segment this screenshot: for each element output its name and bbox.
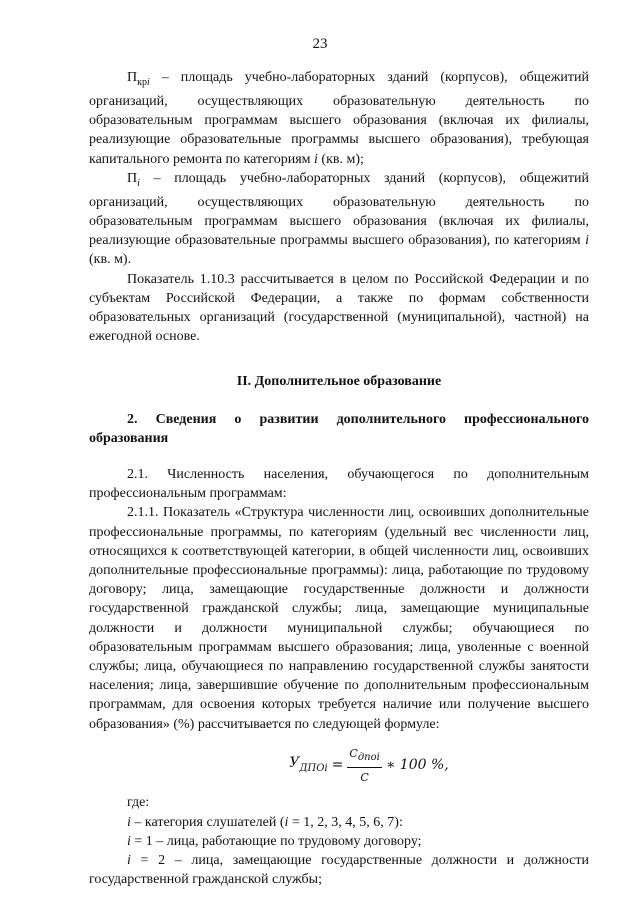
definition-i-1: i = 1 – лица, работающие по трудовому договору;	[127, 833, 422, 849]
pkr-unit: (кв. м);	[321, 151, 364, 167]
paragraph-pkr	[89, 68, 589, 169]
page-number: 23	[312, 36, 328, 52]
symbol-pi: $П_i$	[127, 170, 140, 189]
pi-definition: – площадь учебно-лабораторных зданий (корпусов), общежитий организаций, осуществляющих образовательную деятельность по образовательным программам высшего образования (включая их филиалы, реализующие образовательные программы высшего образования), по категориям	[89, 170, 590, 249]
pkr-definition: – площадь учебно-лабораторных зданий (корпусов), общежитий организаций, осуществляющих образовательную деятельность по образовательным программам высшего образования (включая их филиалы, реализующие образовательные программы высшего образования), требующая капитального ремонта по категориям	[89, 70, 589, 167]
definition-i: i – категория слушателей (i = 1, 2, 3, 4, 5, 6, 7):	[127, 814, 403, 830]
formula-denominator: С	[360, 771, 369, 785]
formula-numerator: $С_{дпоi}$	[347, 744, 381, 768]
subsection-title: 2. Сведения о развитии дополнительного профессионального образования	[89, 411, 589, 446]
section-title: II. Дополнительное образование	[236, 374, 442, 390]
formula-fraction	[347, 744, 381, 788]
category-var: i	[585, 233, 590, 249]
document-body	[89, 68, 589, 890]
paragraph-pi	[89, 169, 589, 270]
category-var: i	[314, 151, 318, 167]
paragraph-2-1-1: 2.1.1. Показатель «Структура численности лиц, освоивших дополнительные профессиональные программы, по категориям (удельный вес численности лиц, относящихся к соответствующей категории, в общей численности лиц, освоивших дополнительные профессиональные программы): лица, работающие по трудовому договору; лица, замещающие государственные должности и должности государственной гражданской службы; лица, замещающие муниципальные должности и должности муниципальной службы; обучающиеся по образовательным программам высшего образования; лица, уволенные с военной службы; лица, обучающиеся по направлению государственной службы занятости населения; лица, завершившие обучение по дополнительным профессиональным программам, для освоения которых требуется наличие или получение высшего образования» (%) рассчитывается по следующей формуле:	[89, 505, 589, 732]
formula	[89, 744, 589, 788]
symbol-pkr: $П_{крi}$	[127, 70, 150, 88]
pi-unit: (кв. м).	[89, 252, 132, 268]
paragraph-indicator-1-10-3: Показатель 1.10.3 рассчитывается в целом по Российской Федерации и по субъектам Российской Федерации, а также по формам собственности образовательных организаций (государственной (муниципальной), частной) на ежегодной основе.	[89, 271, 589, 345]
definition-i-2: i = 2 – лица, замещающие государственные должности и должности государственной гражданской службы;	[89, 853, 590, 888]
paragraph-2-1: 2.1. Численность населения, обучающегося по дополнительным профессиональным программам:	[89, 467, 589, 502]
formula-lhs: $У_{ДПОi}$	[289, 754, 328, 774]
formula-rhs: ∗ 100 %,	[385, 757, 449, 774]
where-label: где:	[127, 795, 150, 811]
formula-equals: =	[331, 757, 344, 774]
